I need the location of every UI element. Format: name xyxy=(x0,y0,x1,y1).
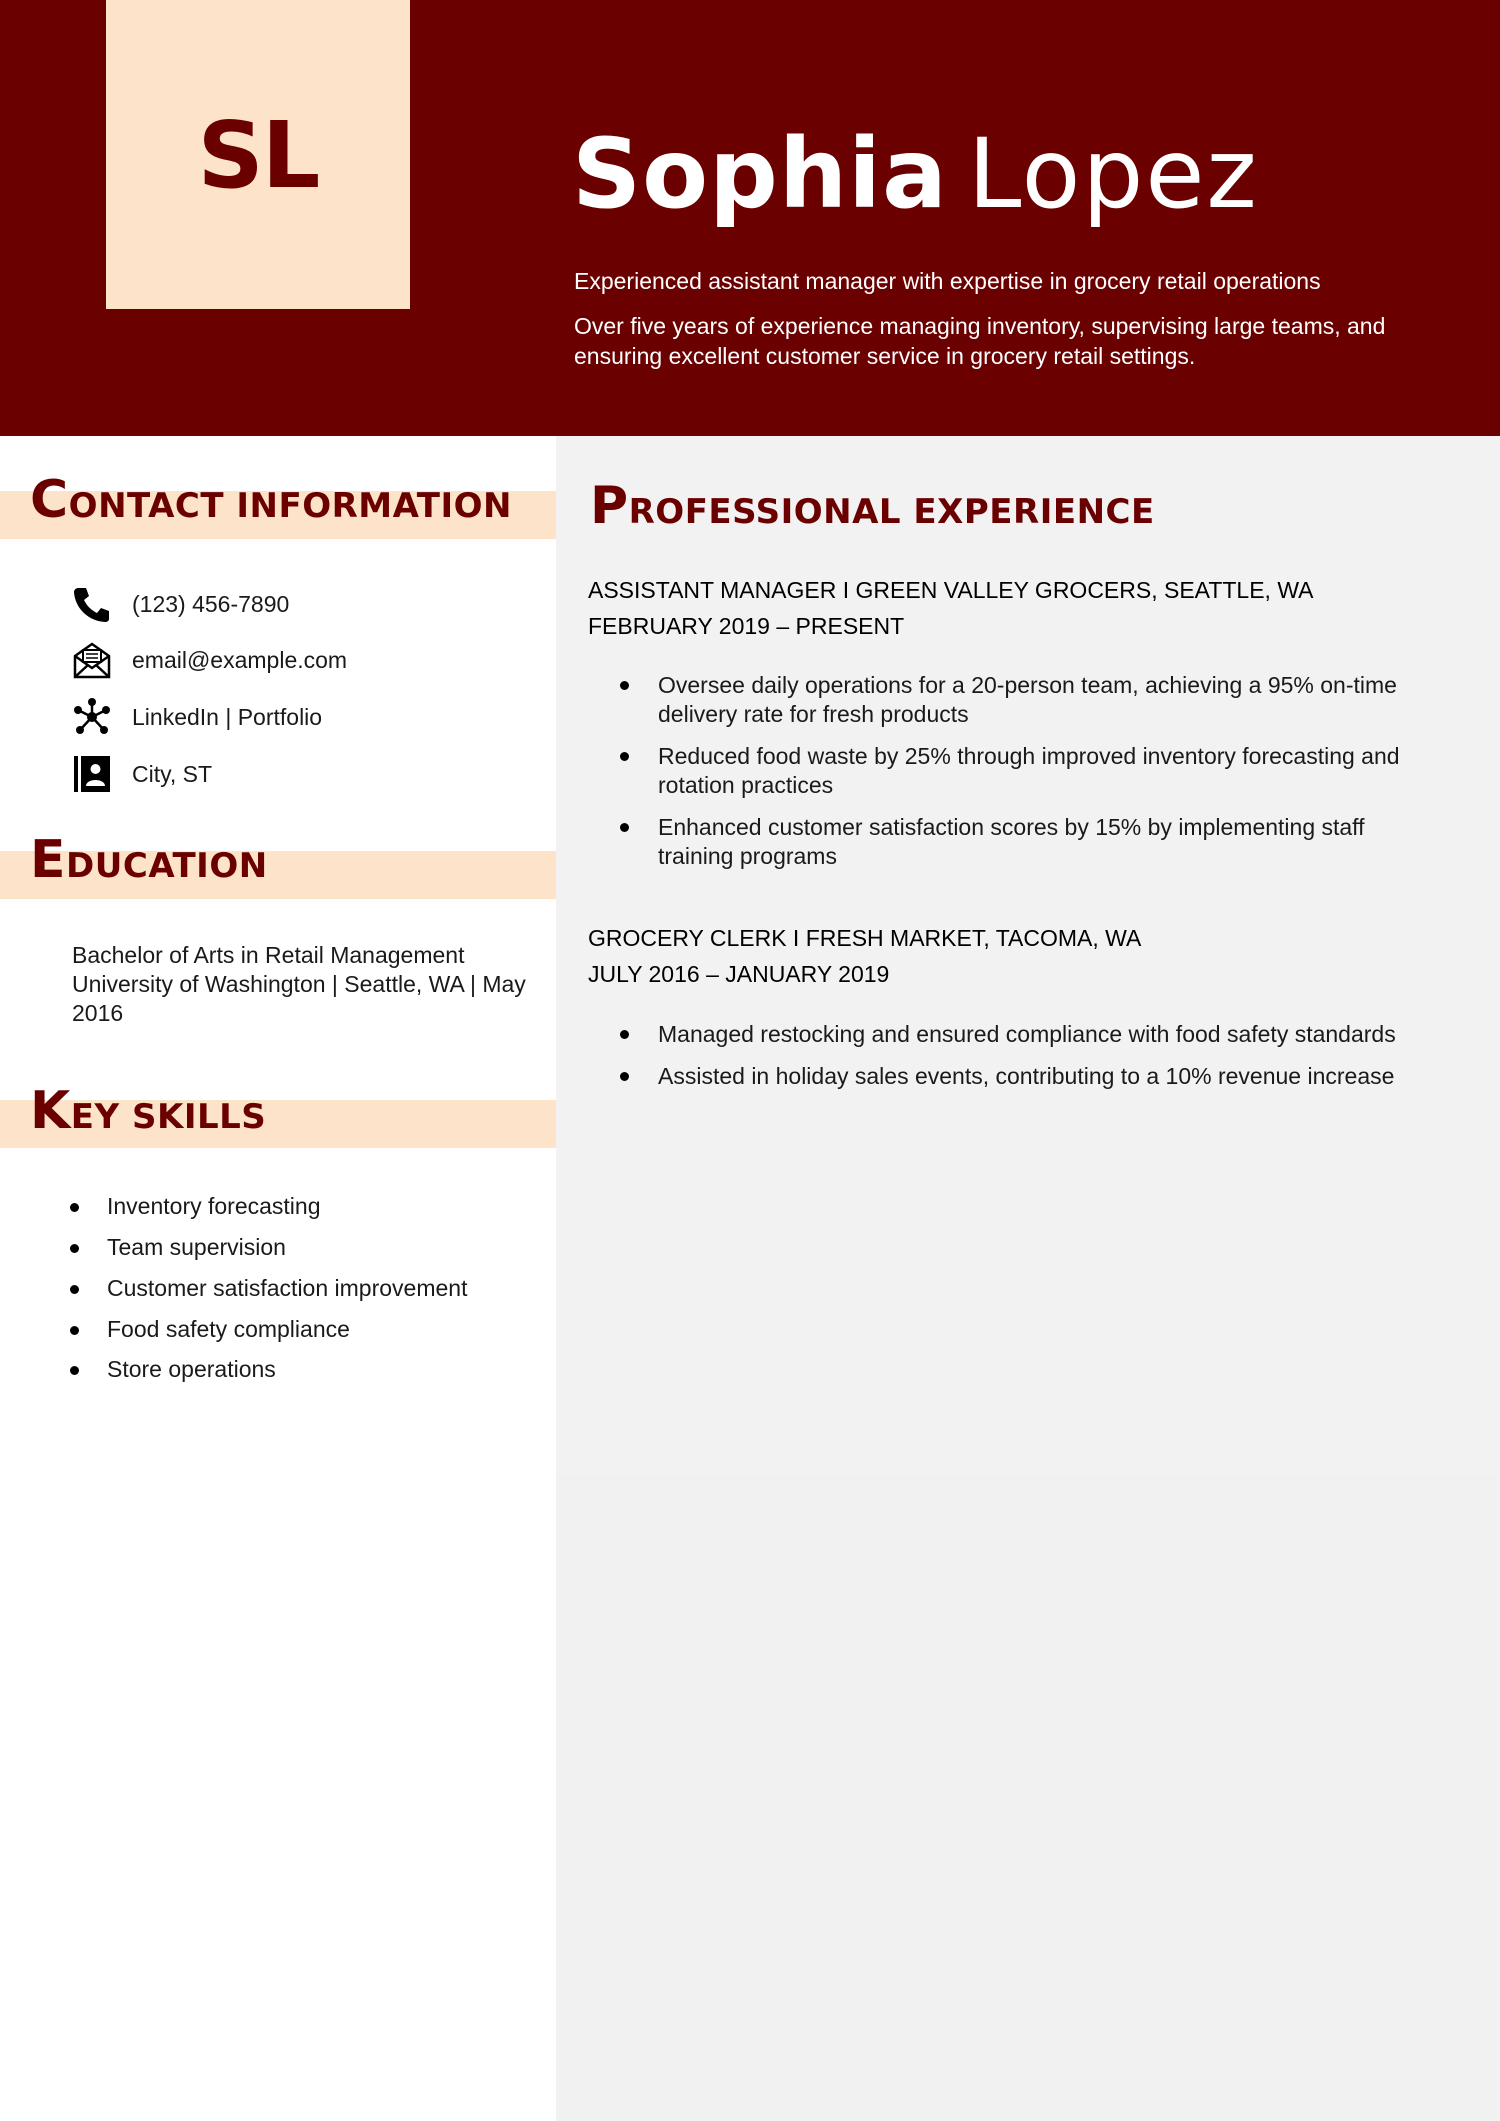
summary: Over five years of experience managing inventory, supervising large teams, and ensuring excellent customer service in grocery retail settings. xyxy=(574,313,1386,369)
experience-section-title: PROFESSIONAL EXPERIENCE xyxy=(590,476,1155,536)
skills-section-title: KEY SKILLS xyxy=(30,1081,267,1141)
header-banner xyxy=(0,0,1500,436)
contact-phone xyxy=(70,582,289,626)
address-book-icon xyxy=(70,752,114,796)
contact-section-title: CONTACT INFORMATION xyxy=(30,470,513,530)
tagline: Experienced assistant manager with expertise in grocery retail operations xyxy=(574,268,1321,294)
phone-text: (123) 456-7890 xyxy=(132,590,290,617)
monogram-box xyxy=(106,0,410,309)
job-title: GROCERY CLERK I FRESH MARKET, TACOMA, WA xyxy=(588,925,1142,951)
job-bullet: Reduced food waste by 25% through improved inventory forecasting and rotation practices xyxy=(620,742,1440,800)
education-entry: Bachelor of Arts in Retail Management University of Washington | Seattle, WA | May 2016 xyxy=(72,942,526,1026)
job-bullet: Managed restocking and ensured compliance with food safety standards xyxy=(620,1020,1440,1049)
contact-email xyxy=(70,638,347,682)
monogram: SL xyxy=(197,102,319,209)
contact-location xyxy=(70,752,212,796)
job-bullet: Oversee daily operations for a 20-person team, achieving a 95% on-time delivery rate for fresh products xyxy=(620,671,1440,729)
skill-item: Customer satisfaction improvement xyxy=(70,1275,467,1302)
skill-item: Team supervision xyxy=(70,1234,286,1261)
skill-item: Inventory forecasting xyxy=(70,1193,321,1220)
skill-item: Store operations xyxy=(70,1356,276,1383)
location-text: City, ST xyxy=(132,760,213,787)
links-text: LinkedIn | Portfolio xyxy=(132,703,323,730)
job-dates: FEBRUARY 2019 – PRESENT xyxy=(588,613,905,639)
phone-icon xyxy=(70,582,114,626)
job-title: ASSISTANT MANAGER I GREEN VALLEY GROCERS, SEATTLE, WA xyxy=(588,577,1314,603)
first-name: Sophia xyxy=(572,118,948,230)
job-bullet: Enhanced customer satisfaction scores by 15% by implementing staff training programs xyxy=(620,813,1440,871)
contact-links xyxy=(70,695,322,739)
network-icon xyxy=(70,695,114,739)
job-dates: JULY 2016 – JANUARY 2019 xyxy=(588,961,890,987)
last-name: Lopez xyxy=(967,118,1259,230)
mail-icon xyxy=(70,638,114,682)
education-section-title: EDUCATION xyxy=(30,830,268,890)
skill-item: Food safety compliance xyxy=(70,1316,350,1343)
email-text: email@example.com xyxy=(132,646,348,673)
experience-panel-lower xyxy=(556,1475,1500,2121)
job-bullet: Assisted in holiday sales events, contributing to a 10% revenue increase xyxy=(620,1062,1440,1091)
candidate-name xyxy=(572,118,1259,230)
